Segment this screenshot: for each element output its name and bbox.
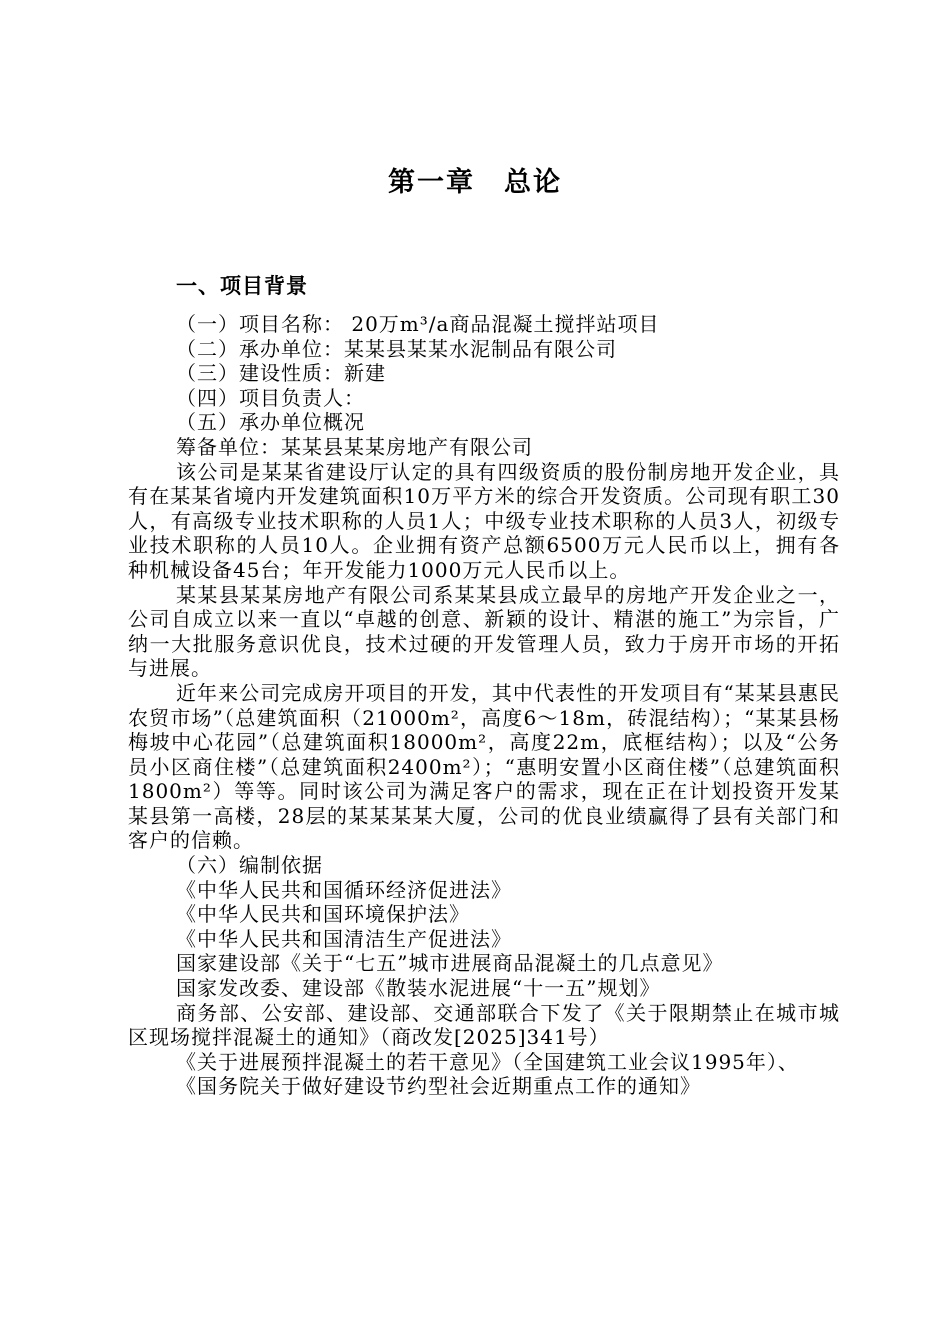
- reference-item: 商务部、公安部、建设部、交通部联合下发了《关于限期禁止在城市城区现场搅拌混凝土的通知》（商改发[2025]341号）: [128, 1000, 840, 1050]
- basis-heading-line: （六）编制依据: [176, 853, 323, 878]
- reference-item: 《中华人民共和国环境保护法》: [176, 902, 470, 927]
- reference-item: 《中华人民共和国清洁生产促进法》: [176, 926, 512, 951]
- preparatory-unit-line: 筹备单位：某某县某某房地产有限公司: [176, 434, 533, 459]
- host-unit-line: （二）承办单位：某某县某某水泥制品有限公司: [176, 336, 617, 361]
- reference-item: 《国务院关于做好建设节约型社会近期重点工作的通知》: [176, 1074, 701, 1099]
- project-leader-line: （四）项目负责人：: [176, 385, 365, 410]
- reference-item: 《关于进展预拌混凝土的若干意见》（全国建筑工业会议1995年）、: [176, 1049, 799, 1074]
- chapter-title: 第一章 总论: [388, 167, 562, 198]
- reference-item: 国家发改委、建设部《散装水泥进展“十一五”规划》: [176, 976, 661, 1001]
- reference-item: 《中华人民共和国循环经济促进法》: [176, 877, 512, 902]
- host-unit-overview-line: （五）承办单位概况: [176, 410, 365, 435]
- projects-paragraph: 近年来公司完成房开项目的开发，其中代表性的开发项目有“某某县惠民农贸市场”（总建筑面积（21000m²，高度6～18m，砖混结构）；“某某县杨梅坡中心花园”（总建筑面积18000m²，高度22m，底框结构）；以及“公务员小区商住楼”（总建筑面积2400m²）；“惠明安置小区商住楼”（总建筑面积1800m²）等等。同时该公司为满足客户的需求，现在正在计划投资开发某某县第一高楼，28层的某某某某大厦，公司的优良业绩赢得了县有关部门和客户的信赖。: [128, 680, 840, 853]
- company-history-paragraph: 某某县某某房地产有限公司系某某县成立最早的房地产开发企业之一，公司自成立以来一直以“卓越的创意、新颖的设计、精湛的施工”为宗旨，广纳一大批服务意识优良，技术过硬的开发管理人员，致力于房开市场的开拓与进展。: [128, 582, 840, 681]
- reference-item: 国家建设部《关于“七五”城市进展商品混凝土的几点意见》: [176, 951, 724, 976]
- company-paragraph: 该公司是某某省建设厅认定的具有四级资质的股份制房地开发企业，具有在某某省境内开发建筑面积10万平方米的综合开发资质。公司现有职工30人，有高级专业技术职称的人员1人；中级专业技术职称的人员3人，初级专业技术职称的人员10人。企业拥有资产总额6500万元人民币以上，拥有各种机械设备45台；年开发能力1000万元人民币以上。: [128, 459, 840, 582]
- section-heading: 一、项目背景: [176, 274, 308, 298]
- construction-nature-line: （三）建设性质：新建: [176, 361, 386, 386]
- document-body: [128, 312, 840, 1099]
- project-name-line: （一）项目名称： 20万m³/a商品混凝土搅拌站项目: [176, 312, 660, 336]
